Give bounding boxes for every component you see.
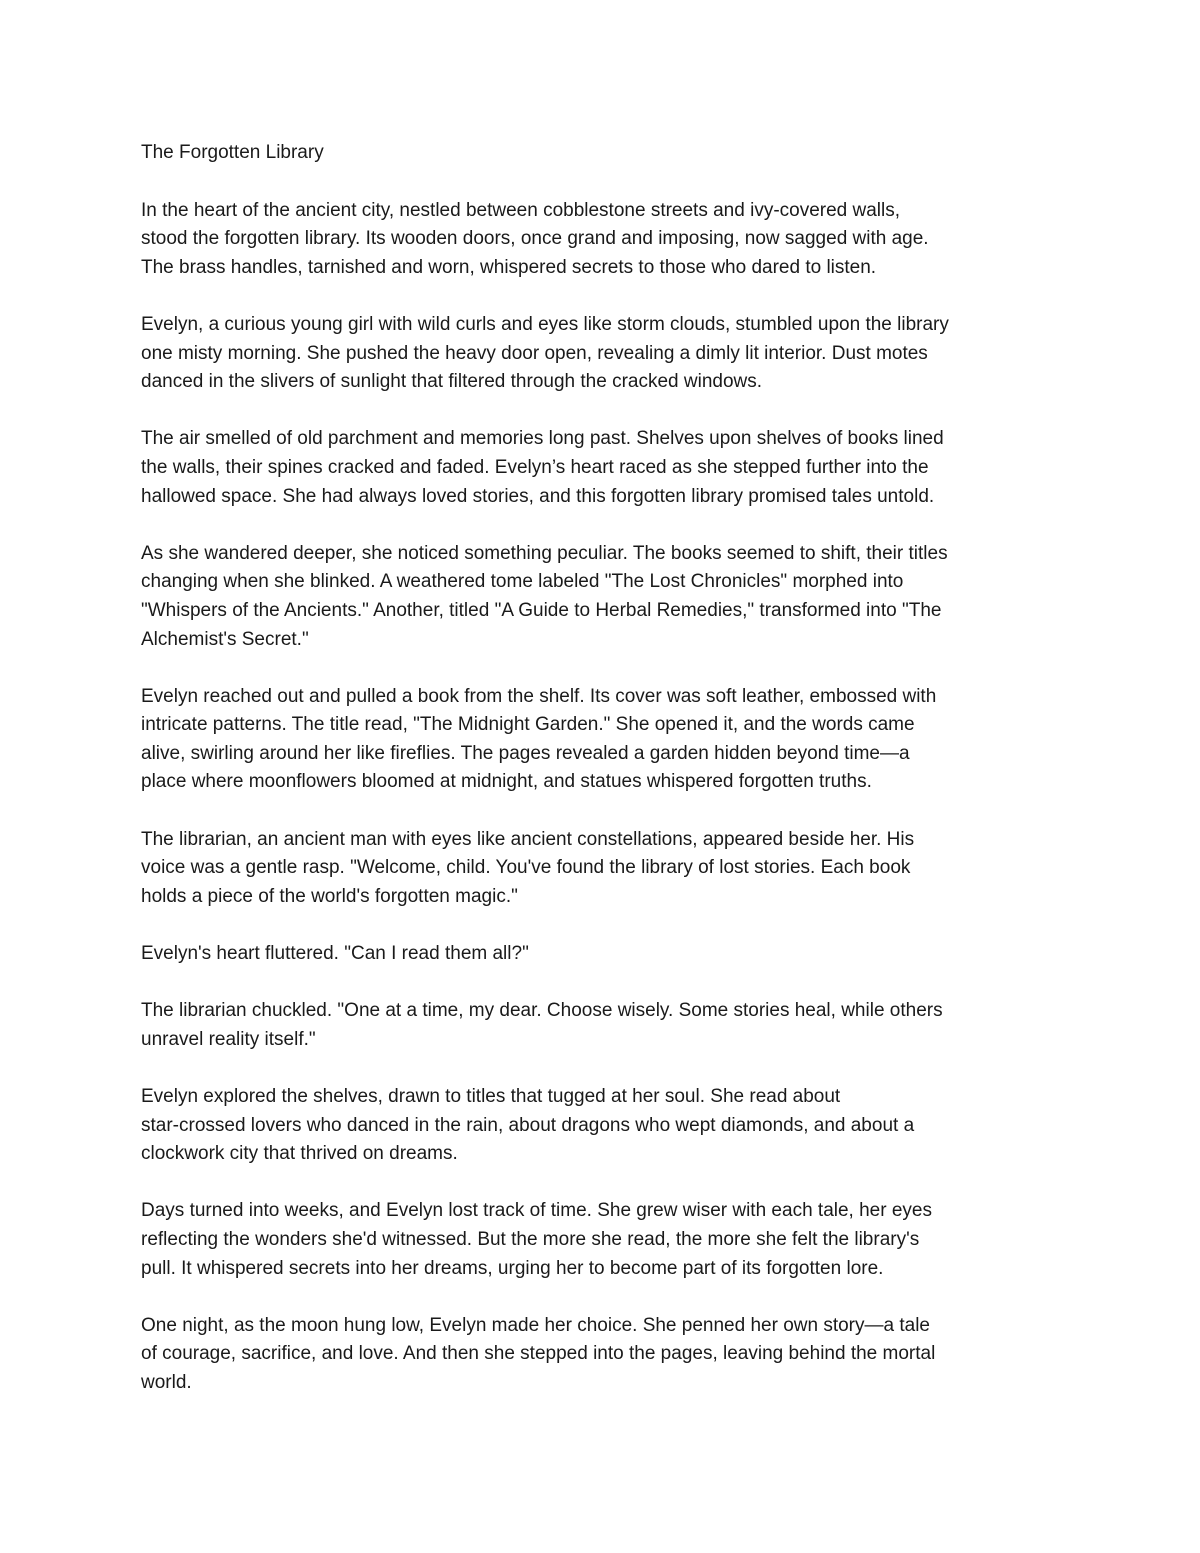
paragraph [141, 1312, 1081, 1398]
text-line: Evelyn's heart fluttered. "Can I read them all?" [141, 943, 529, 965]
text-line: Evelyn, a curious young girl with wild curls and eyes like storm clouds, stumbled upon the library [141, 313, 949, 335]
text-line: The brass handles, tarnished and worn, whispered secrets to those who dared to listen. [141, 256, 877, 278]
text-line: of courage, sacrifice, and love. And then she stepped into the pages, leaving behind the mortal [141, 1343, 936, 1365]
text-line: Evelyn reached out and pulled a book from the shelf. Its cover was soft leather, embossed with [141, 685, 937, 707]
paragraph [141, 540, 1081, 654]
text-line: The librarian, an ancient man with eyes like ancient constellations, appeared beside her. His [141, 828, 915, 850]
text-line: danced in the slivers of sunlight that filtered through the cracked windows. [141, 371, 763, 393]
text-line: holds a piece of the world's forgotten magic." [141, 885, 518, 907]
text-line: world. [141, 1371, 192, 1393]
text-line: Alchemist's Secret." [141, 628, 309, 650]
paragraph [141, 826, 1081, 912]
paragraph [141, 997, 1081, 1054]
text-line: One night, as the moon hung low, Evelyn made her choice. She penned her own story—a tale [141, 1314, 930, 1336]
text-line: stood the forgotten library. Its wooden doors, once grand and imposing, now sagged with age. [141, 228, 929, 250]
text-line: reflecting the wonders she'd witnessed. But the more she read, the more she felt the library's [141, 1228, 920, 1250]
text-line: voice was a gentle rasp. "Welcome, child. You've found the library of lost stories. Each book [141, 857, 911, 879]
paragraph [141, 311, 1081, 397]
text-line: clockwork city that thrived on dreams. [141, 1143, 458, 1165]
paragraph [141, 197, 1081, 283]
text-line: In the heart of the ancient city, nestled between cobblestone streets and ivy-covered walls, [141, 199, 901, 221]
text-line: star-crossed lovers who danced in the rain, about dragons who wept diamonds, and about a [141, 1114, 915, 1136]
paragraph [141, 683, 1081, 797]
document-title: The Forgotten Library [141, 142, 324, 163]
text-line: Days turned into weeks, and Evelyn lost track of time. She grew wiser with each tale, her eyes [141, 1200, 932, 1222]
text-line: The air smelled of old parchment and memories long past. Shelves upon shelves of books lined [141, 428, 944, 450]
text-line: the walls, their spines cracked and faded. Evelyn’s heart raced as she stepped further into the [141, 456, 929, 478]
text-line: unravel reality itself." [141, 1028, 316, 1050]
text-line: As she wandered deeper, she noticed something peculiar. The books seemed to shift, their titles [141, 542, 948, 564]
text-line: The librarian chuckled. "One at a time, my dear. Choose wisely. Some stories heal, while others [141, 1000, 943, 1022]
text-line: intricate patterns. The title read, "The Midnight Garden." She opened it, and the words came [141, 714, 915, 736]
text-line: one misty morning. She pushed the heavy door open, revealing a dimly lit interior. Dust motes [141, 342, 928, 364]
text-line: alive, swirling around her like fireflies. The pages revealed a garden hidden beyond time—a [141, 742, 910, 764]
paragraph [141, 1083, 1081, 1169]
document-body [141, 139, 1081, 1398]
text-line: "Whispers of the Ancients." Another, titled "A Guide to Herbal Remedies," transformed into "The [141, 599, 942, 621]
text-line: hallowed space. She had always loved stories, and this forgotten library promised tales untold. [141, 485, 935, 507]
text-line: place where moonflowers bloomed at midnight, and statues whispered forgotten truths. [141, 771, 872, 793]
paragraph [141, 940, 1081, 969]
text-line: pull. It whispered secrets into her dreams, urging her to become part of its forgotten lore. [141, 1257, 884, 1279]
paragraph [141, 1197, 1081, 1283]
text-line: changing when she blinked. A weathered tome labeled "The Lost Chronicles" morphed into [141, 571, 904, 593]
paragraph [141, 425, 1081, 511]
text-line: Evelyn explored the shelves, drawn to titles that tugged at her soul. She read about [141, 1086, 841, 1107]
